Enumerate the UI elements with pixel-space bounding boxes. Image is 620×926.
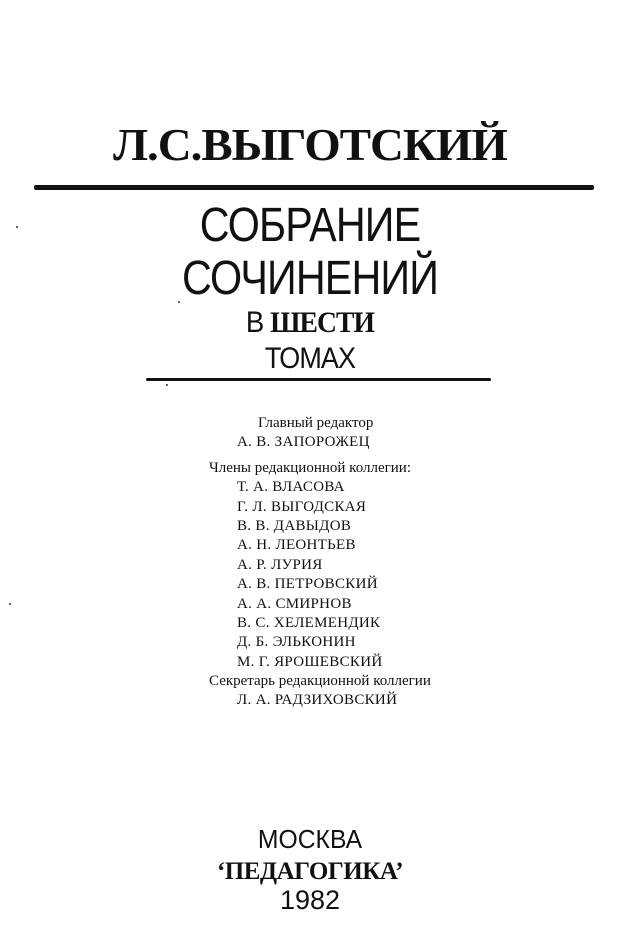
title-line-3-emphasis: ШЕСТИ — [270, 306, 375, 339]
board-member: Т. А. ВЛАСОВА — [237, 479, 345, 496]
title-line-1: СОБРАНИЕ — [199, 199, 421, 252]
top-rule — [34, 185, 594, 190]
scan-speck — [178, 301, 180, 303]
title-rule — [146, 378, 491, 381]
scan-speck — [16, 226, 18, 228]
board-member: М. Г. ЯРОШЕВСКИЙ — [237, 653, 383, 670]
title-line-4: ТОМАХ — [264, 342, 356, 375]
board-member: А. А. СМИРНОВ — [237, 595, 352, 612]
imprint-year: 1982 — [279, 885, 341, 915]
editorial-board — [0, 414, 620, 711]
board-member: Д. Б. ЭЛЬКОНИН — [237, 634, 356, 651]
board-member: А. В. ПЕТРОВСКИЙ — [237, 576, 378, 593]
title-line-2: СОЧИНЕНИЙ — [181, 252, 439, 305]
board-member: В. С. ХЕЛЕМЕНДИК — [237, 614, 381, 631]
scan-speck — [9, 603, 11, 605]
imprint-city: МОСКВА — [257, 824, 363, 854]
board-label: Члены редакционной коллегии: — [209, 459, 412, 476]
board-member: В. В. ДАВЫДОВ — [237, 517, 352, 534]
board-member: Г. Л. ВЫГОДСКАЯ — [237, 498, 367, 515]
title-line-3-prefix: В — [245, 306, 264, 339]
secretary-name: Л. А. РАДЗИХОВСКИЙ — [237, 692, 398, 709]
chief-editor-name: А. В. ЗАПОРОЖЕЦ — [237, 434, 370, 451]
scan-speck — [166, 384, 168, 386]
board-member: А. Р. ЛУРИЯ — [237, 556, 323, 573]
imprint-publisher: ‘ПЕДАГОГИКА’ — [216, 858, 404, 885]
title-line-3 — [25, 308, 595, 338]
chief-editor-label: Главный редактор — [258, 415, 374, 431]
board-member: А. Н. ЛЕОНТЬЕВ — [237, 537, 356, 554]
secretary-label: Секретарь редакционной коллегии — [209, 673, 431, 690]
author-name: Л.С.ВЫГОТСКИЙ — [113, 119, 507, 170]
